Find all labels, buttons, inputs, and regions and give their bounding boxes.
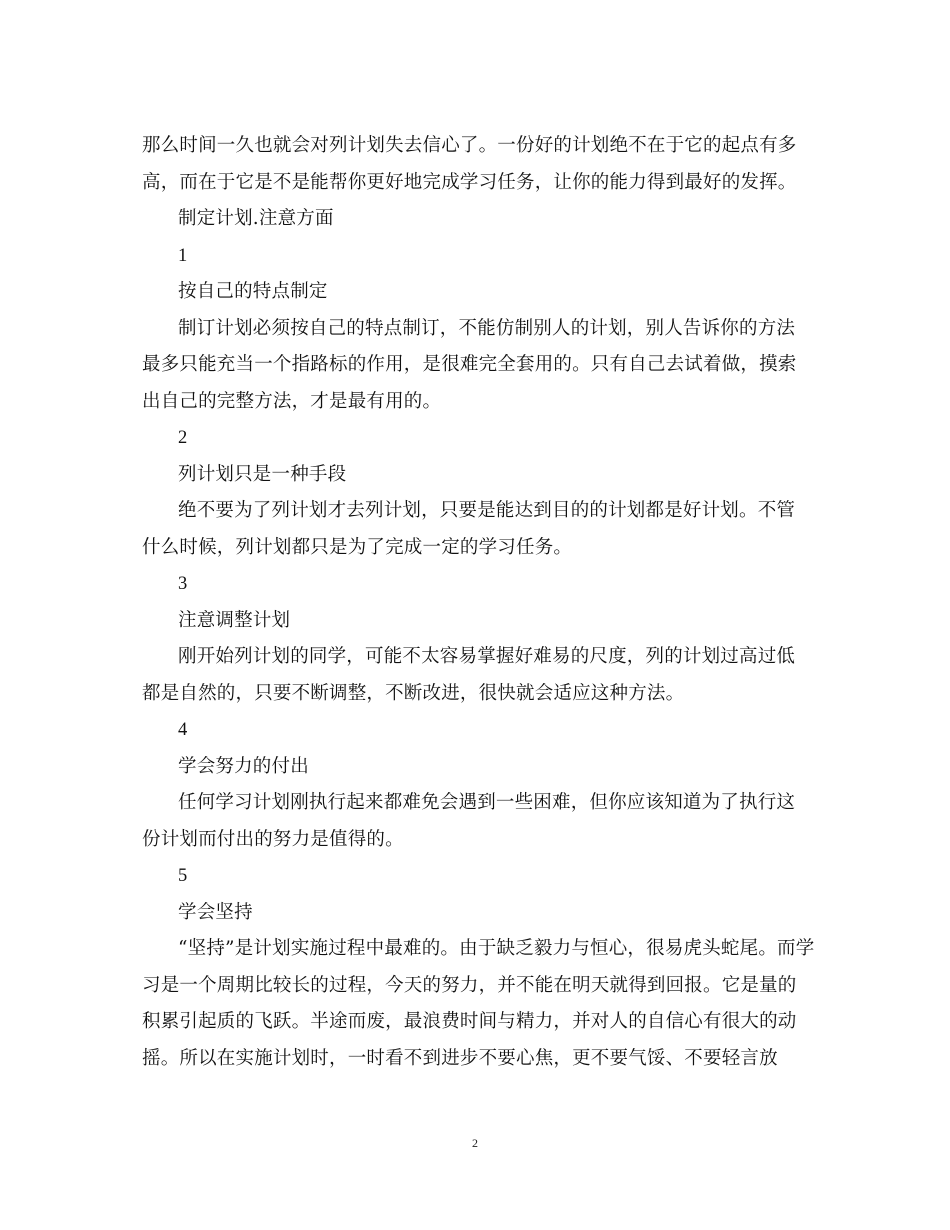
section-heading: 制定计划.注意方面 — [178, 208, 334, 229]
item-heading: 按自己的特点制定 — [178, 281, 328, 302]
document-body — [142, 128, 822, 1077]
text-line: 出自己的完整方法，才是最有用的。 — [142, 390, 442, 412]
text-line: 那么时间一久也就会对列计划失去信心了。一份好的计划绝不在于它的起点有多 — [142, 135, 797, 156]
text-line: 绝不要为了列计划才去列计划，只要是能达到目的的计划都是好计划。不管 — [178, 500, 796, 521]
item-number: 5 — [178, 866, 188, 886]
page-number: 2 — [472, 1136, 478, 1150]
item-heading: 学会坚持 — [178, 901, 253, 923]
text-line: 刚开始列计划的同学，可能不太容易掌握好难易的尺度，列的计划过高过低 — [178, 646, 796, 667]
item-heading: 学会努力的付出 — [178, 755, 309, 777]
text-line: 什么时候，列计划都只是为了完成一定的学习任务。 — [142, 536, 573, 558]
item-number: 1 — [178, 245, 188, 266]
text-line: 最多只能充当一个指路标的作用，是很难完全套用的。只有自己去试着做，摸索 — [142, 354, 797, 375]
item-heading: 注意调整计划 — [178, 609, 291, 631]
text-line: 份计划而付出的努力是值得的。 — [142, 828, 404, 850]
item-number: 2 — [178, 428, 188, 448]
text-line: 高，而在于它是不是能帮你更好地完成学习任务，让你的能力得到最好的发挥。 — [142, 171, 797, 193]
text-line: “坚持”是计划实施过程中最难的。由于缺乏毅力与恒心，很易虎头蛇尾。而学 — [178, 938, 815, 959]
text-line: 制订计划必须按自己的特点制订，不能仿制别人的计划，别人告诉你的方法 — [178, 317, 796, 339]
item-number: 4 — [178, 720, 188, 740]
text-line: 习是一个周期比较长的过程，今天的努力，并不能在明天就得到回报。它是量的 — [142, 974, 797, 996]
text-line: 积累引起质的飞跃。半途而废，最浪费时间与精力，并对人的自信心有很大的动 — [142, 1011, 797, 1032]
text-line: 都是自然的，只要不断调整，不断改进，很快就会适应这种方法。 — [142, 682, 685, 704]
text-line: 摇。所以在实施计划时，一时看不到进步不要心焦，更不要气馁、不要轻言放 — [142, 1047, 778, 1069]
item-number: 3 — [178, 574, 188, 594]
item-heading: 列计划只是一种手段 — [178, 463, 347, 485]
text-line: 任何学习计划刚执行起来都难免会遇到一些困难，但你应该知道为了执行这 — [178, 792, 796, 813]
